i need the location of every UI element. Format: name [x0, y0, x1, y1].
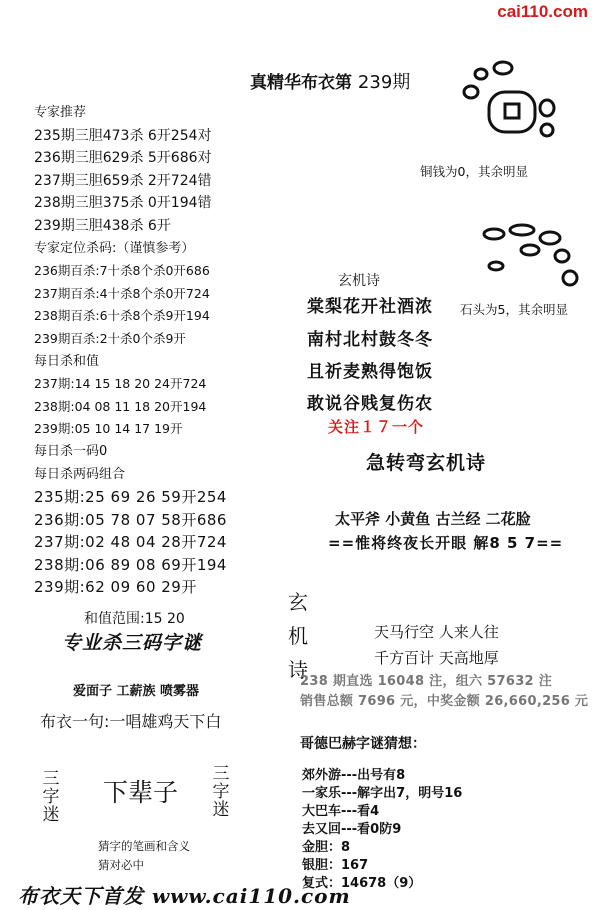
clue-item: 郊外游---出号有8	[302, 768, 406, 783]
expert-line: 237期:02 48 04 28开724	[34, 533, 227, 552]
footer-slogan[interactable]: 布衣天下首发 www.cai110.com	[18, 884, 351, 908]
expert-line: 236期三胆629杀 5开686对	[34, 150, 212, 167]
poem-line: 敢说谷贱复伤农	[307, 394, 433, 414]
expert-line: 239期:62 09 60 29开	[34, 578, 197, 597]
clue-item: 去又回---看0防9	[302, 822, 402, 837]
poem-line: 且祈麦熟得饱饭	[307, 362, 433, 382]
expert-line: 专家定位杀码:（谨慎参考）	[34, 240, 195, 256]
vertical-char: 玄	[288, 590, 308, 614]
expert-line: 237期百杀:4十杀8个杀0开724	[34, 285, 210, 301]
expert-line: 238期:04 08 11 18 20开194	[34, 398, 207, 414]
clue-item: 复式：14678（9）	[302, 876, 422, 891]
poem-title: 玄机诗	[338, 273, 380, 289]
expert-line: 238期三胆375杀 0开194错	[34, 195, 212, 212]
site-logo[interactable]: cai110.com	[497, 2, 588, 21]
expert-line: 239期百杀:2十杀0个杀9开	[34, 330, 186, 346]
expert-line: 239期:05 10 14 17 19开	[34, 421, 183, 437]
riddle-poem-heading: 急转弯玄机诗	[366, 452, 487, 474]
pro-slogan: 专业杀三码字谜	[62, 632, 203, 654]
poem-line: 棠梨花开社酒浓	[307, 297, 433, 317]
side-label-left: 三字迷	[42, 769, 60, 825]
sales-stats-line: 238 期直选 16048 注，组六 57632 注	[300, 674, 553, 689]
riddle-answer: 下辈子	[103, 778, 179, 807]
sales-stats-line: 销售总额 7696 元，中奖金额 26,660,256 元	[300, 694, 589, 709]
hint-line-2: 猜对必中	[98, 858, 144, 872]
title-issue: 239期	[357, 72, 411, 93]
side-label-right: 三字迷	[212, 764, 230, 820]
expert-line: 238期:06 89 08 69开194	[34, 555, 227, 574]
expert-line: 236期百杀:7十杀8个杀0开686	[34, 263, 210, 279]
expert-line: 237期三胆659杀 2开724错	[34, 172, 212, 189]
stone-caption: 石头为5，其余明显	[460, 302, 568, 317]
poem2-line: 千方百计 天高地厚	[374, 649, 499, 667]
vertical-char: 机	[288, 624, 308, 648]
follow-text: 关注１７一个	[328, 418, 425, 436]
expert-line: 每日杀一码0	[34, 443, 108, 459]
expert-line: 每日杀两码组合	[34, 466, 126, 482]
page-title	[250, 68, 410, 94]
expert-line: 239期三胆438杀 6开	[34, 217, 171, 234]
clue-item: 一家乐---解字出7，明号16	[302, 786, 463, 801]
buyi-line: 布衣一句:一唱雄鸡天下白	[40, 712, 222, 731]
sum-range: 和值范围:15 20	[84, 611, 185, 627]
poem2-line: 天马行空 人来人往	[374, 623, 499, 641]
clue-item: 银胆：167	[302, 858, 369, 873]
goedel-title: 哥德巴赫字谜猜想：	[300, 736, 426, 752]
title-main: 真精华布衣第	[250, 73, 352, 93]
only-line: ==惟将终夜长开眼 解8 5 7==	[328, 534, 564, 552]
clue-item: 金胆：8	[302, 840, 351, 855]
riddle-words: 爱面子 工薪族 喷雾器	[73, 684, 200, 699]
expert-line: 236期:05 78 07 58开686	[34, 510, 227, 529]
clue-item: 大巴车---看4	[302, 804, 380, 819]
expert-line: 237期:14 15 18 20 24开724	[34, 376, 207, 392]
expert-column	[34, 102, 274, 599]
poem-line: 南村北村鼓冬冬	[307, 330, 433, 350]
hint-line-1: 猜字的笔画和含义	[98, 839, 190, 853]
stone-illustration	[478, 222, 588, 302]
vertical-char: 诗	[288, 658, 308, 682]
expert-line: 专家推荐	[34, 105, 87, 120]
coin-illustration	[455, 60, 565, 155]
expert-line: 238期百杀:6十杀8个杀9开194	[34, 308, 210, 324]
expert-line: 每日杀和值	[34, 353, 100, 369]
riddle-words-right: 太平斧 小黄鱼 古兰经 二花脸	[335, 510, 531, 528]
coin-caption: 铜钱为0，其余明显	[420, 164, 528, 179]
expert-line: 235期三胆473杀 6开254对	[34, 127, 212, 144]
expert-line: 235期:25 69 26 59开254	[34, 488, 227, 507]
